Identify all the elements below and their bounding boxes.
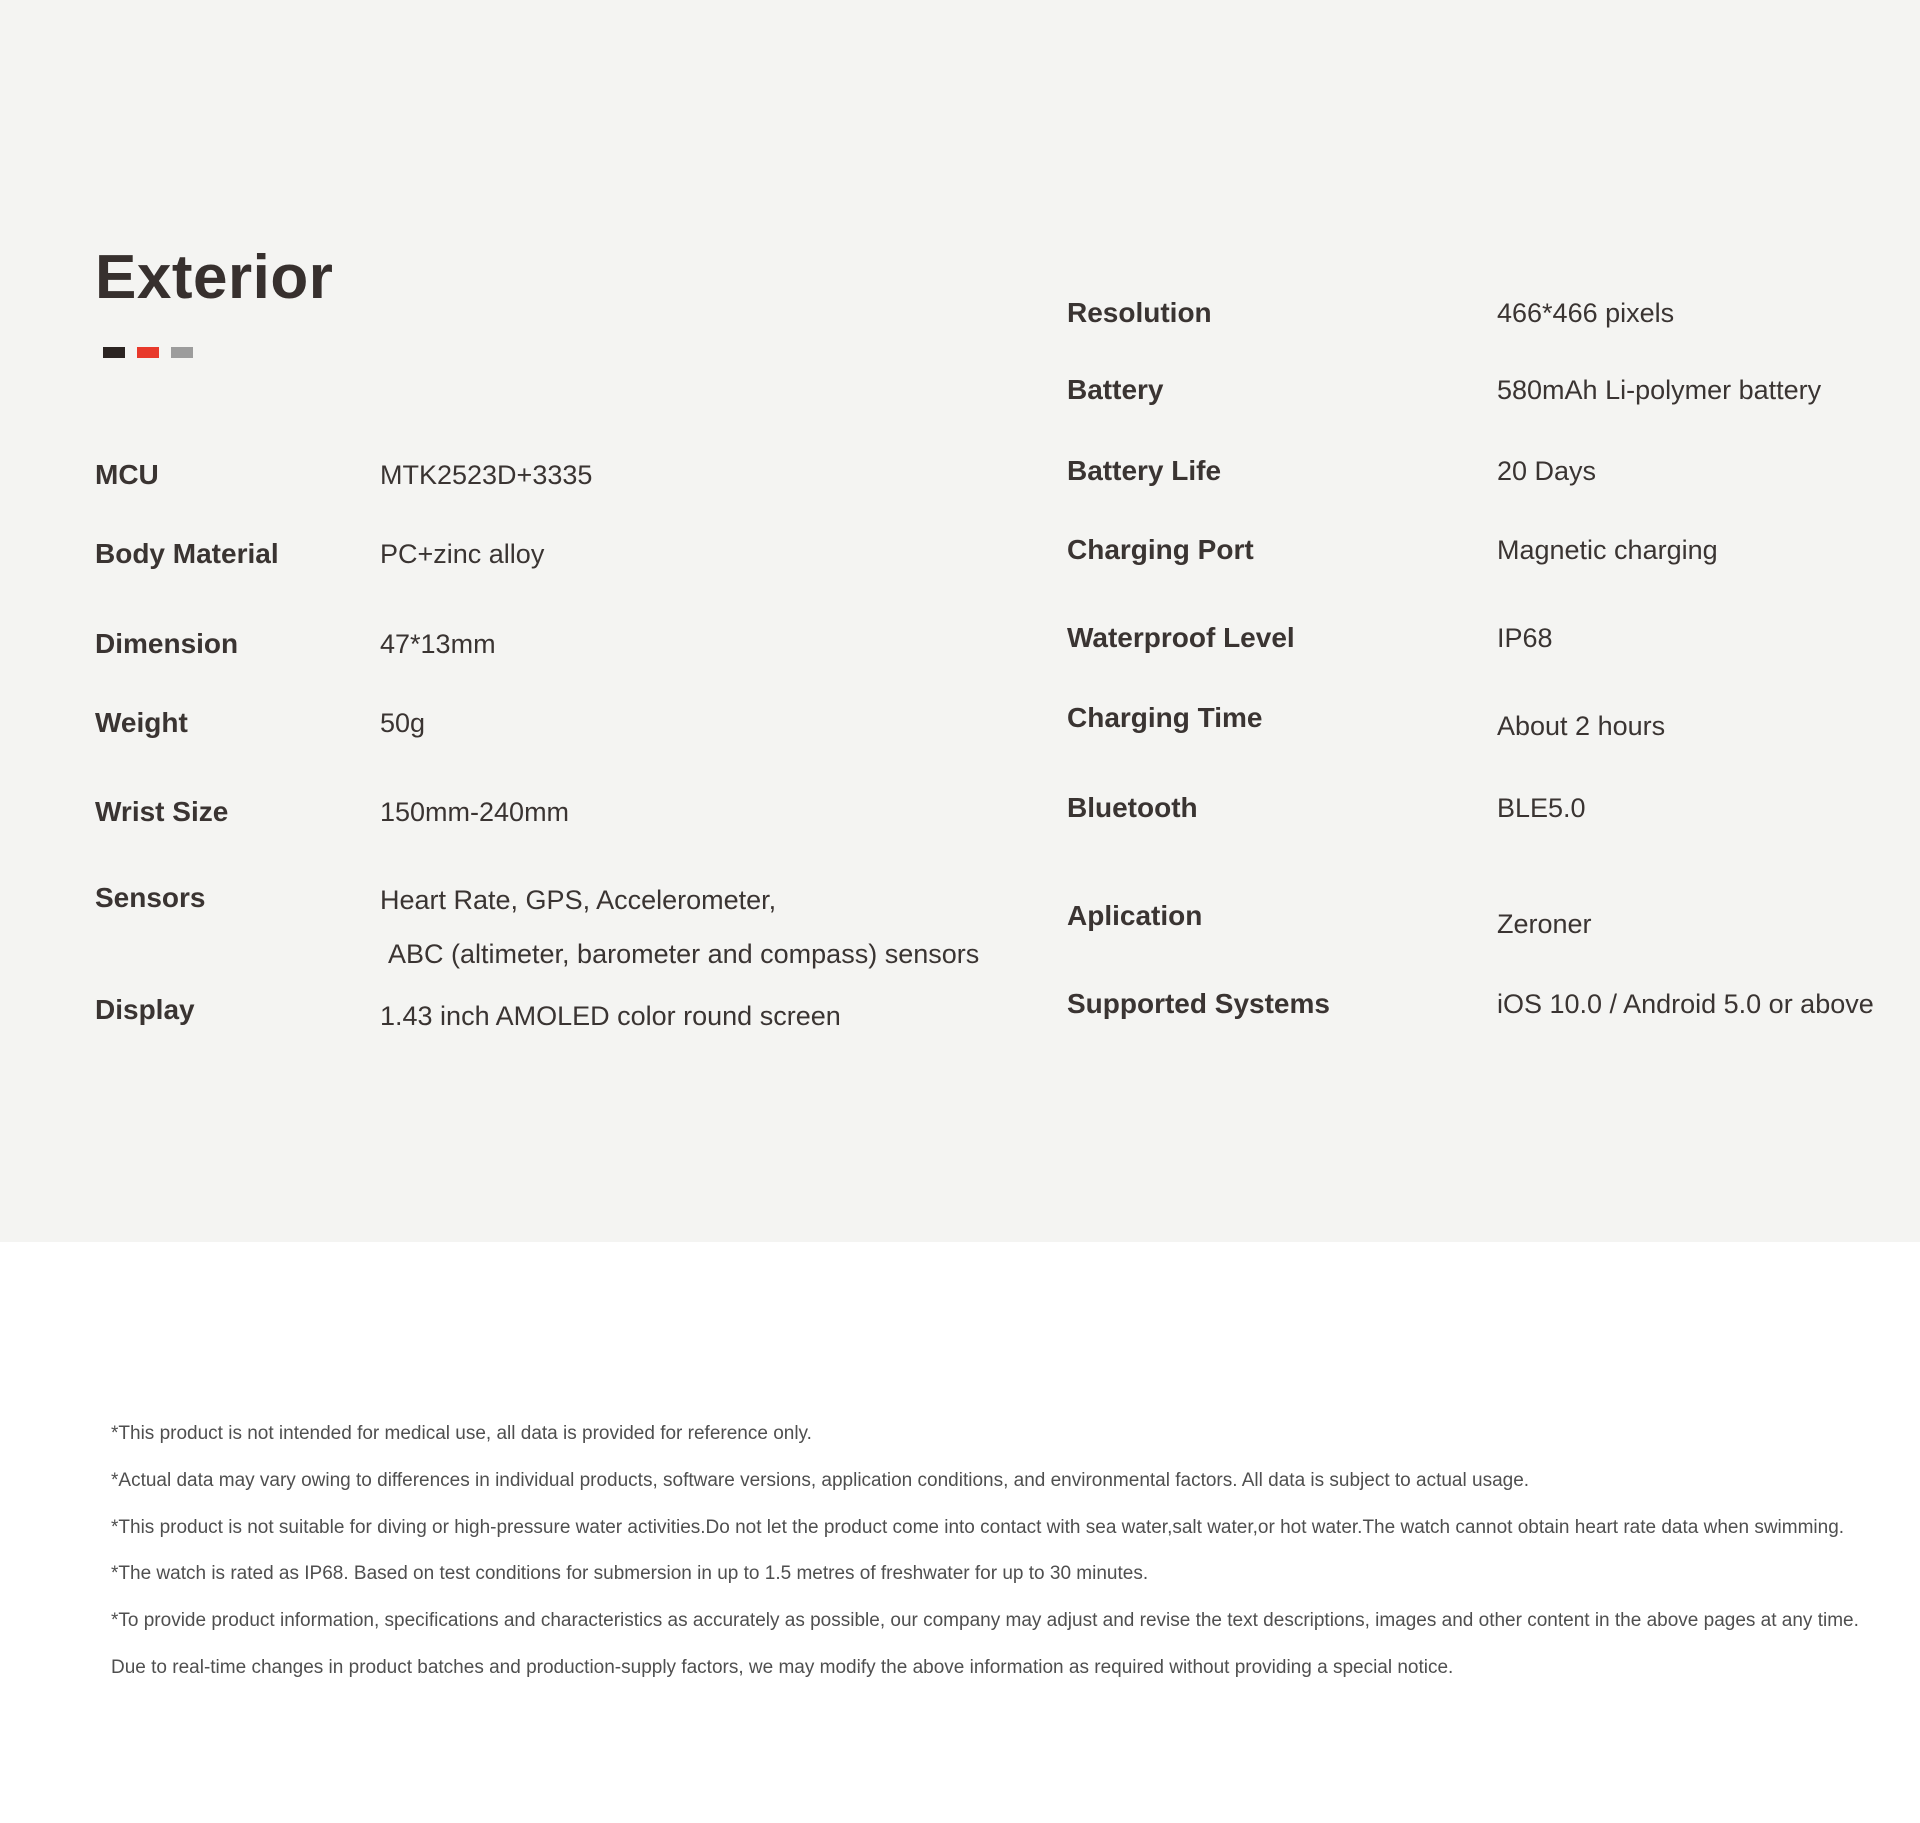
spec-row-battery <box>0 375 1920 415</box>
disclaimer-line: *Actual data may vary owing to differences in individual products, software versions, application conditions, and environmental factors. All data is subject to actual usage. <box>111 1470 1530 1491</box>
spec-label: Charging Time <box>1067 702 1263 733</box>
spec-row-resolution <box>0 298 1920 338</box>
swatch-red <box>137 347 159 358</box>
disclaimer-line: *This product is not suitable for diving or high-pressure water activities.Do not let the product come into contact with sea water,salt water,or hot water.The watch cannot obtain heart rate data when swimming. <box>111 1517 1845 1538</box>
spec-label: MCU <box>95 459 159 490</box>
spec-row-charging-time <box>0 703 1920 743</box>
spec-label: Battery Life <box>1067 455 1222 486</box>
spec-label: Dimension <box>95 628 239 659</box>
spec-value: BLE5.0 <box>1497 793 1586 823</box>
spec-row-supported-systems <box>0 989 1920 1029</box>
spec-row-charging-port <box>0 535 1920 575</box>
spec-row-aplication <box>0 901 1920 941</box>
disclaimer-line: *To provide product information, specifications and characteristics as accurately as possible, our company may adjust and revise the text descriptions, images and other content in the above pages at any time. <box>111 1610 1859 1631</box>
spec-value: 580mAh Li-polymer battery <box>1497 375 1822 405</box>
spec-label: Resolution <box>1067 297 1212 328</box>
spec-value: iOS 10.0 / Android 5.0 or above <box>1497 989 1874 1019</box>
spec-value: 150mm-240mm <box>380 797 570 827</box>
spec-row-bluetooth <box>0 793 1920 833</box>
swatch-gray <box>171 347 193 358</box>
spec-row-battery-life <box>0 456 1920 496</box>
swatch-dark <box>103 347 125 358</box>
spec-value: Magnetic charging <box>1497 535 1718 565</box>
color-swatches <box>103 347 193 358</box>
spec-label: Waterproof Level <box>1067 622 1295 653</box>
spec-value: PC+zinc alloy <box>380 539 545 569</box>
spec-value: Zeroner <box>1497 909 1592 939</box>
spec-value: Heart Rate, GPS, Accelerometer, <box>380 885 777 915</box>
spec-value: IP68 <box>1497 623 1553 653</box>
disclaimer-line: Due to real-time changes in product batches and production-supply factors, we may modify the above information as required without providing a special notice. <box>111 1657 1454 1678</box>
spec-value: 47*13mm <box>380 629 496 659</box>
disclaimer-line: *The watch is rated as IP68. Based on test conditions for submersion in up to 1.5 metres of freshwater for up to 30 minutes. <box>111 1563 1149 1584</box>
spec-value: 466*466 pixels <box>1497 298 1675 328</box>
spec-value: MTK2523D+3335 <box>380 460 593 490</box>
spec-value: 20 Days <box>1497 456 1597 486</box>
spec-label: Body Material <box>95 538 279 569</box>
spec-value: About 2 hours <box>1497 711 1666 741</box>
page-title: Exterior <box>95 242 334 312</box>
spec-label: Charging Port <box>1067 534 1254 565</box>
spec-label: Wrist Size <box>95 796 229 827</box>
spec-label: Sensors <box>95 882 206 913</box>
spec-label: Battery <box>1067 374 1164 405</box>
spec-value: 1.43 inch AMOLED color round screen <box>380 1001 841 1031</box>
disclaimer-line: *This product is not intended for medical use, all data is provided for reference only. <box>111 1423 812 1444</box>
spec-label: Weight <box>95 707 188 738</box>
spec-label: Supported Systems <box>1067 988 1330 1019</box>
spec-value: 50g <box>380 708 426 738</box>
spec-row-waterproof-level <box>0 623 1920 663</box>
disclaimer-section <box>0 1242 1920 1823</box>
spec-label: Aplication <box>1067 900 1203 931</box>
spec-label: Bluetooth <box>1067 792 1198 823</box>
spec-label: Display <box>95 994 195 1025</box>
spec-value-line2: ABC (altimeter, barometer and compass) sensors <box>388 939 980 969</box>
